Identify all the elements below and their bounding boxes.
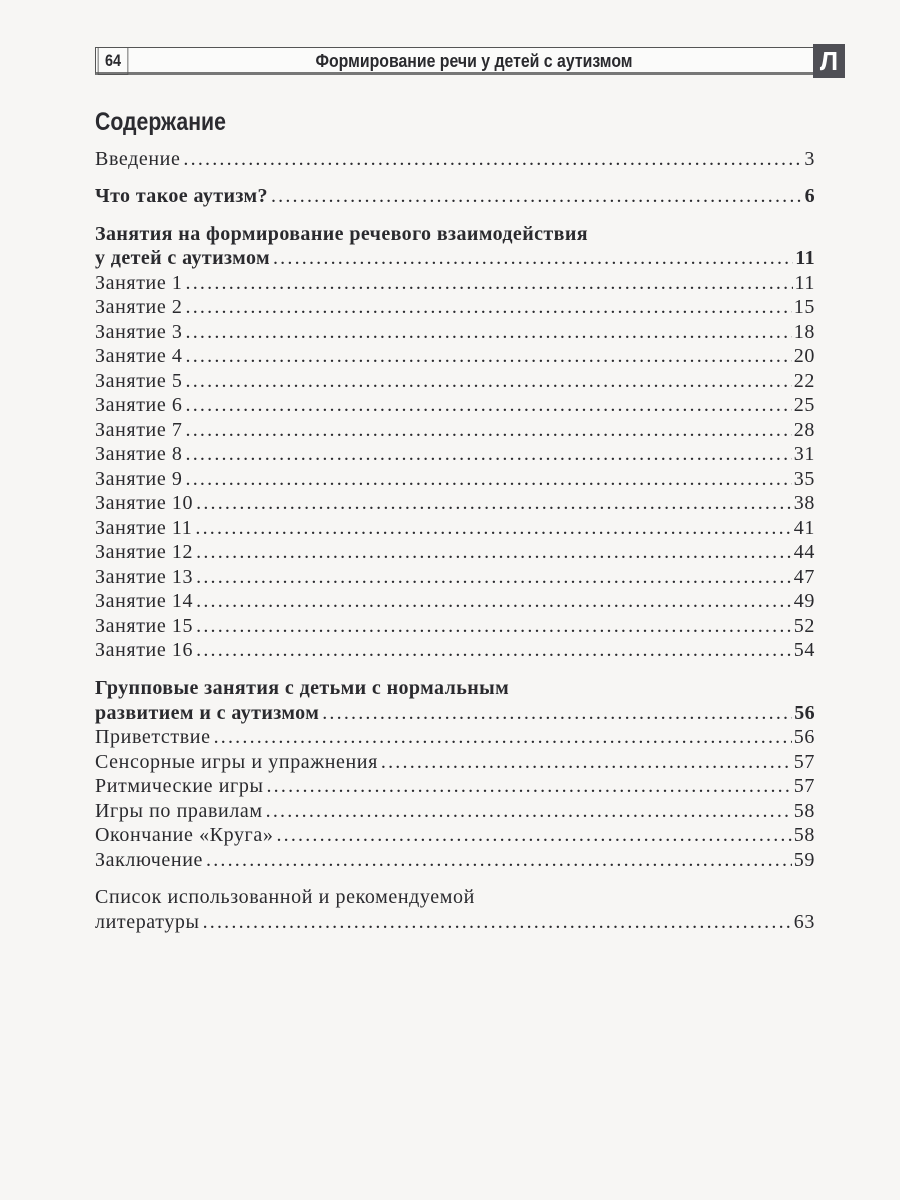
toc-entry bbox=[95, 886, 815, 910]
dot-leader bbox=[196, 566, 792, 589]
toc-entry-label: Список использованной и рекомендуемой bbox=[95, 886, 475, 908]
toc-entry-page: 38 bbox=[793, 492, 815, 514]
toc-entry bbox=[95, 800, 815, 824]
toc-entry bbox=[95, 443, 815, 467]
toc-entry-page: 11 bbox=[795, 247, 815, 269]
dot-leader bbox=[186, 443, 792, 466]
toc-entry-label: Занятие 2 bbox=[95, 296, 183, 318]
toc-entry bbox=[95, 590, 815, 614]
toc-entry-page: 44 bbox=[793, 541, 815, 563]
toc-entry bbox=[95, 751, 815, 775]
toc-entry-label: Сенсорные игры и упражнения bbox=[95, 751, 378, 773]
toc-entry-label: Занятие 4 bbox=[95, 345, 183, 367]
toc-entry bbox=[95, 615, 815, 639]
dot-leader bbox=[186, 296, 792, 319]
toc-entry bbox=[95, 849, 815, 873]
toc-entry-label: Занятие 7 bbox=[95, 419, 183, 441]
toc-entry-page: 31 bbox=[793, 443, 815, 465]
dot-leader bbox=[271, 185, 803, 208]
toc-entry bbox=[95, 702, 815, 726]
dot-leader bbox=[266, 775, 791, 798]
toc-entry-label: Что такое аутизм? bbox=[95, 185, 268, 207]
toc-entry-label: Занятие 1 bbox=[95, 272, 183, 294]
toc-entry bbox=[95, 394, 815, 418]
dot-leader bbox=[183, 148, 802, 171]
toc-entry bbox=[95, 321, 815, 345]
dot-leader bbox=[214, 726, 792, 749]
publisher-logo: Л bbox=[813, 44, 845, 78]
toc-entry-page: 56 bbox=[794, 702, 815, 724]
toc-entry-page: 35 bbox=[793, 468, 815, 490]
toc-entry bbox=[95, 468, 815, 492]
toc-entry-label: Занятие 12 bbox=[95, 541, 194, 563]
toc-entry-page: 15 bbox=[793, 296, 815, 318]
toc-entry-page: 22 bbox=[793, 370, 815, 392]
toc-entry-label: Занятие 13 bbox=[95, 566, 194, 588]
toc-entry bbox=[95, 775, 815, 799]
dot-leader bbox=[186, 272, 793, 295]
toc-entry bbox=[95, 541, 815, 565]
dot-leader bbox=[196, 615, 792, 638]
toc-entry-page: 58 bbox=[793, 824, 815, 846]
dot-leader bbox=[186, 419, 792, 442]
toc-entry bbox=[95, 272, 815, 296]
toc-entry-page: 59 bbox=[793, 849, 815, 871]
toc-entry bbox=[95, 419, 815, 443]
dot-leader bbox=[266, 800, 792, 823]
dot-leader bbox=[273, 247, 793, 270]
dot-leader bbox=[203, 911, 792, 934]
toc-entry bbox=[95, 185, 815, 209]
toc-entry-page: 28 bbox=[793, 419, 815, 441]
toc-entry bbox=[95, 677, 815, 701]
toc-entry-label: Занятие 11 bbox=[95, 517, 193, 539]
toc-entry-label: Занятие 16 bbox=[95, 639, 194, 661]
toc-entry-label: Игры по правилам bbox=[95, 800, 263, 822]
toc-entry bbox=[95, 247, 815, 271]
toc-entry-page: 20 bbox=[793, 345, 815, 367]
toc-entry bbox=[95, 911, 815, 935]
toc-entry bbox=[95, 492, 815, 516]
toc-entry-label: Ритмические игры bbox=[95, 775, 264, 797]
toc-entry-page: 58 bbox=[793, 800, 815, 822]
toc-entry bbox=[95, 517, 815, 541]
dot-leader bbox=[186, 468, 792, 491]
toc-entry-label: Занятие 9 bbox=[95, 468, 183, 490]
toc-entry-page: 57 bbox=[793, 751, 815, 773]
toc-entry-page: 54 bbox=[793, 639, 815, 661]
dot-leader bbox=[186, 321, 792, 344]
dot-leader bbox=[186, 345, 792, 368]
dot-leader bbox=[196, 590, 792, 613]
toc-entry-label: Занятие 10 bbox=[95, 492, 194, 514]
toc-entry bbox=[95, 566, 815, 590]
toc-entry-page: 25 bbox=[793, 394, 815, 416]
toc-entry bbox=[95, 223, 815, 247]
toc-entry bbox=[95, 148, 815, 172]
running-header bbox=[95, 44, 845, 78]
toc-entry-label: Групповые занятия с детьми с нормальным bbox=[95, 677, 510, 699]
dot-leader bbox=[196, 492, 792, 515]
toc-entry-label: литературы bbox=[95, 911, 200, 933]
toc-entry-page: 3 bbox=[804, 148, 815, 170]
toc-entry-page: 47 bbox=[793, 566, 815, 588]
toc-entry-label: у детей с аутизмом bbox=[95, 247, 270, 269]
book-title: Формирование речи у детей с аутизмом bbox=[315, 50, 633, 71]
toc-entry-page: 41 bbox=[793, 517, 815, 539]
toc-entry bbox=[95, 639, 815, 663]
toc-entry-page: 57 bbox=[793, 775, 815, 797]
toc-entry-page: 11 bbox=[794, 272, 815, 294]
toc-entry-label: Введение bbox=[95, 148, 181, 170]
toc-entry-page: 56 bbox=[793, 726, 815, 748]
toc-entry bbox=[95, 726, 815, 750]
toc-entry bbox=[95, 370, 815, 394]
toc-entry-page: 18 bbox=[793, 321, 815, 343]
dot-leader bbox=[276, 824, 791, 847]
toc-heading: Содержание bbox=[95, 108, 226, 136]
toc-entry-page: 6 bbox=[804, 185, 815, 207]
toc-entry-label: Занятия на формирование речевого взаимодействия bbox=[95, 223, 588, 245]
dot-leader bbox=[206, 849, 792, 872]
toc-entry-label: Занятие 3 bbox=[95, 321, 183, 343]
toc-entry bbox=[95, 345, 815, 369]
dot-leader bbox=[196, 541, 792, 564]
dot-leader bbox=[195, 517, 791, 540]
toc-entry-label: Занятие 14 bbox=[95, 590, 194, 612]
toc-entry-label: развитием и с аутизмом bbox=[95, 702, 320, 724]
page-number: 64 bbox=[98, 47, 129, 75]
toc-entry-label: Занятие 15 bbox=[95, 615, 194, 637]
dot-leader bbox=[381, 751, 792, 774]
dot-leader bbox=[186, 394, 792, 417]
dot-leader bbox=[186, 370, 792, 393]
toc-entry-label: Заключение bbox=[95, 849, 203, 871]
toc-entry-page: 63 bbox=[793, 911, 815, 933]
toc-entry-page: 52 bbox=[793, 615, 815, 637]
toc-entry bbox=[95, 296, 815, 320]
toc-entry bbox=[95, 824, 815, 848]
toc-entry-label: Занятие 8 bbox=[95, 443, 183, 465]
dot-leader bbox=[196, 639, 792, 662]
toc-entry-page: 49 bbox=[793, 590, 815, 612]
dot-leader bbox=[322, 702, 792, 725]
toc-entry-label: Приветствие bbox=[95, 726, 211, 748]
toc-entry-label: Окончание «Круга» bbox=[95, 824, 274, 846]
toc-entry-label: Занятие 5 bbox=[95, 370, 183, 392]
toc-entry-label: Занятие 6 bbox=[95, 394, 183, 416]
